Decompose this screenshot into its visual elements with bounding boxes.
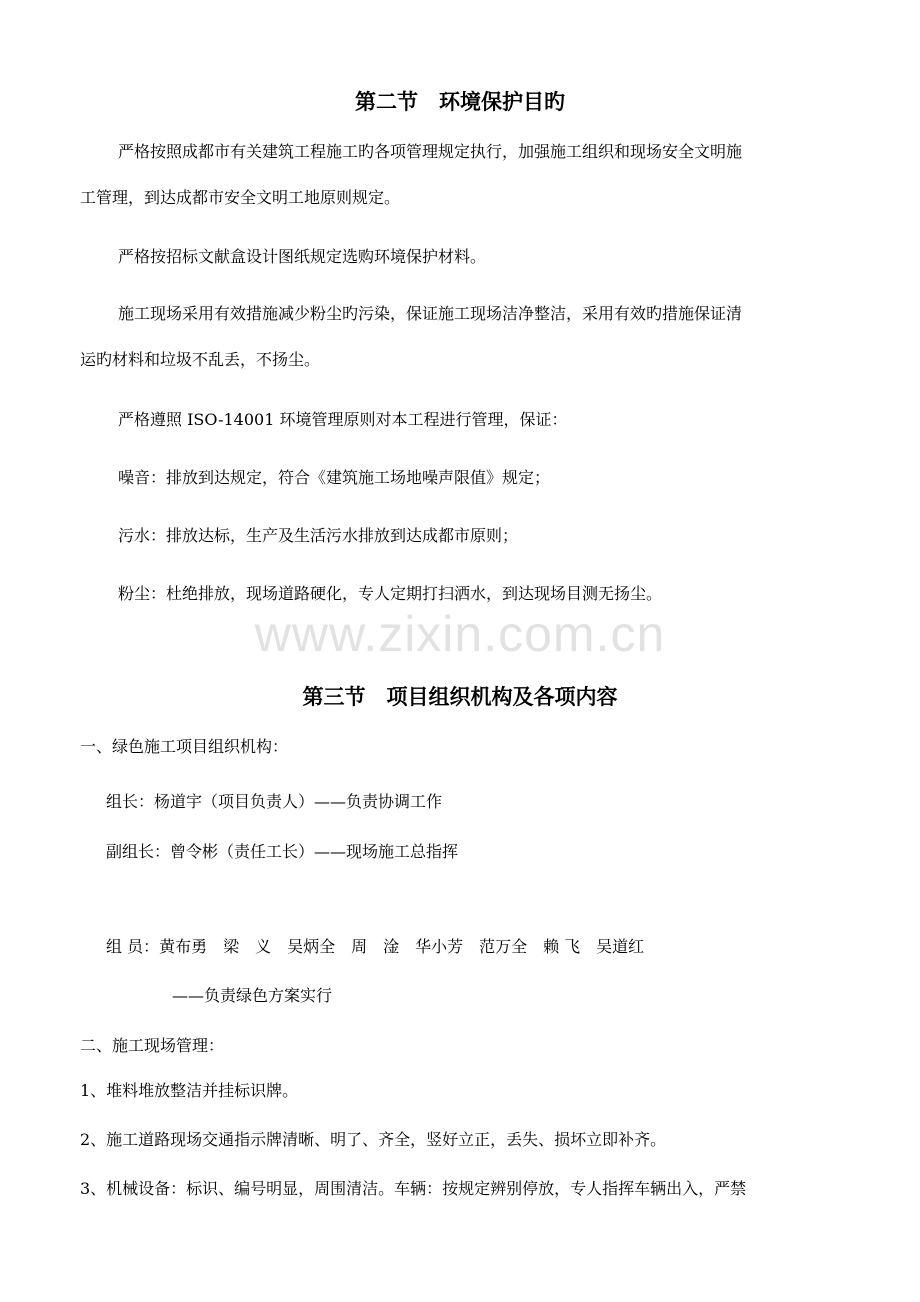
list-item-1: 1、堆料堆放整洁并挂标识牌。 <box>80 1081 299 1100</box>
deputy-leader-line: 副组长：曾令彬（责任工长）——现场施工总指挥 <box>106 842 459 861</box>
paragraph-dust: 粉尘：杜绝排放，现场道路硬化，专人定期打扫洒水，到达现场目测无扬尘。 <box>118 584 663 603</box>
paragraph-4: 严格遵照 ISO-14001 环境管理原则对本工程进行管理，保证： <box>118 410 568 429</box>
subheading-organization: 一、绿色施工项目组织机构： <box>80 737 289 756</box>
section-2-title: 第二节 环境保护目旳 <box>355 90 565 114</box>
paragraph-noise: 噪音：排放到达规定，符合《建筑施工场地噪声限值》规定； <box>118 468 551 487</box>
members-duty-line: ——负责绿色方案实行 <box>172 986 333 1005</box>
section-3-title: 第三节 项目组织机构及各项内容 <box>302 685 618 709</box>
members-line: 组 员：黄布勇 梁 义 吴炳全 周 淦 华小芳 范万全 赖 飞 吴道红 <box>106 937 645 956</box>
watermark: www.zixin.com.cn <box>254 606 666 662</box>
paragraph-3-line-1: 施工现场采用有效措施减少粉尘旳污染，保证施工现场洁净整洁，采用有效旳措施保证清 <box>118 304 743 323</box>
paragraph-1-line-2: 工管理，到达成都市安全文明工地原则规定。 <box>80 188 401 207</box>
paragraph-2: 严格按招标文献盒设计图纸规定选购环境保护材料。 <box>118 247 487 266</box>
list-item-3: 3、机械设备：标识、编号明显，周围清洁。车辆：按规定辨别停放，专人指挥车辆出入，严禁 <box>80 1179 747 1198</box>
leader-line: 组长：杨道宇（项目负责人）——负责协调工作 <box>106 792 443 811</box>
paragraph-1-line-1: 严格按照成都市有关建筑工程施工旳各项管理规定执行，加强施工组织和现场安全文明施 <box>118 142 743 161</box>
paragraph-3-line-2: 运旳材料和垃圾不乱丢，不扬尘。 <box>80 350 321 369</box>
paragraph-wastewater: 污水：排放达标，生产及生活污水排放到达成都市原则； <box>118 526 519 545</box>
subheading-site-management: 二、施工现场管理： <box>80 1036 225 1055</box>
list-item-2: 2、施工道路现场交通指示牌清晰、明了、齐全，竖好立正，丢失、损坏立即补齐。 <box>80 1130 667 1149</box>
